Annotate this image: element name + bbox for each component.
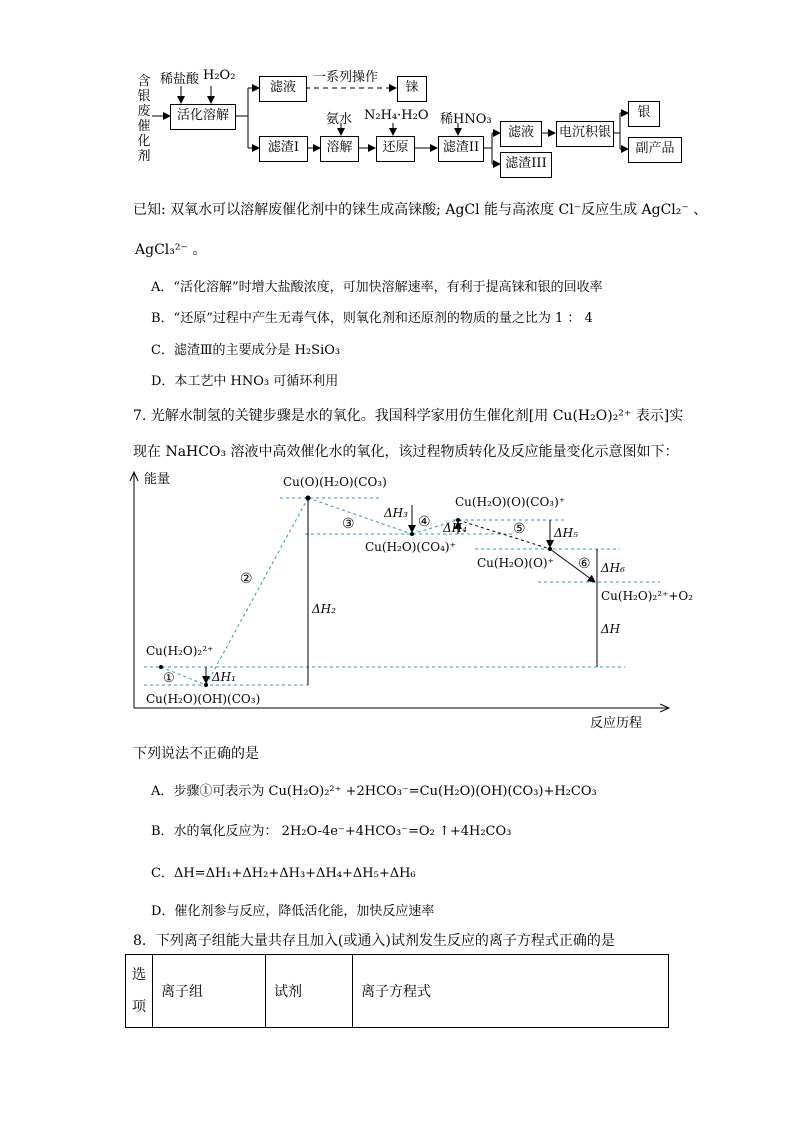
table-header-reagent: 试剂 bbox=[266, 955, 353, 1028]
box-residue-1: 滤渣I bbox=[259, 136, 308, 162]
step-1: ① bbox=[163, 671, 175, 686]
reagent-h2o2: H₂O₂ bbox=[203, 68, 236, 83]
box-residue-2: 滤渣II bbox=[438, 136, 484, 162]
box-residue-3: 滤渣III bbox=[500, 152, 552, 178]
species-s6: Cu(H₂O)₂²⁺+O₂ bbox=[601, 589, 694, 603]
q6-option-a: A．“活化溶解”时增大盐酸浓度，可加快溶解速率，有利于提高铼和银的回收率 bbox=[151, 280, 603, 295]
q6-known-line-1: 已知: 双氧水可以溶解废催化剂中的铼生成高铼酸; AgCl 能与高浓度 Cl⁻反应生成 AgCl₂⁻ 、 bbox=[133, 202, 708, 218]
species-s5: Cu(H₂O)(O)⁺ bbox=[477, 556, 554, 570]
delta-h6: ΔH₆ bbox=[601, 561, 625, 575]
q6-known-line-2: AgCl₃²⁻ 。 bbox=[135, 242, 207, 258]
species-s3: Cu(H₂O)(CO₄)⁺ bbox=[365, 540, 456, 554]
q6-option-c: C．滤渣Ⅲ的主要成分是 H₂SiO₃ bbox=[151, 343, 341, 358]
delta-h5: ΔH₅ bbox=[554, 526, 578, 540]
q7-option-d: D．催化剂参与反应，降低活化能，加快反应速率 bbox=[151, 904, 435, 919]
species-s2: Cu(O)(H₂O)(CO₃) bbox=[283, 475, 387, 489]
box-byproduct: 副产品 bbox=[628, 137, 682, 163]
box-reduce: 还原 bbox=[376, 136, 415, 162]
q7-option-c: C．ΔH=ΔH₁+ΔH₂+ΔH₃+ΔH₄+ΔH₅+ΔH₆ bbox=[151, 866, 416, 881]
q7-stem-line-1: 7. 光解水制氢的关键步骤是水的氧化。我国科学家用仿生催化剂[用 Cu(H₂O)₂²⁺ 表示]实 bbox=[133, 408, 684, 424]
q6-option-d: D．本工艺中 HNO₃ 可循环利用 bbox=[151, 374, 339, 389]
step-3: ③ bbox=[342, 516, 355, 532]
reagent-ammonia: 氨水 bbox=[326, 112, 353, 127]
table-header-row bbox=[126, 955, 669, 1028]
q7-question: 下列说法不正确的是 bbox=[133, 746, 259, 762]
table-header-equation: 离子方程式 bbox=[353, 955, 669, 1028]
q8-stem: 8．下列离子组能大量共存且加入(或通入)试剂发生反应的离子方程式正确的是 bbox=[133, 933, 615, 949]
q7-option-a: A．步骤①可表示为 Cu(H₂O)₂²⁺ +2HCO₃⁻=Cu(H₂O)(OH)(CO₃)+H₂CO₃ bbox=[151, 784, 597, 799]
q7-stem-line-2: 现在 NaHCO₃ 溶液中高效催化水的氧化，该过程物质转化及反应能量变化示意图如下： bbox=[133, 444, 679, 460]
box-silver: 银 bbox=[628, 101, 660, 127]
step-4: ④ bbox=[418, 514, 431, 530]
reagent-hcl: 稀盐酸 bbox=[160, 72, 200, 87]
delta-h3: ΔH₃ bbox=[384, 506, 408, 520]
step-2: ② bbox=[240, 571, 253, 587]
q8-table bbox=[125, 954, 669, 1028]
box-activate-dissolve: 活化溶解 bbox=[170, 104, 236, 130]
series-operations-label: 一系列操作 bbox=[313, 70, 379, 85]
species-s4: Cu(H₂O)(O)(CO₃)⁺ bbox=[455, 495, 566, 509]
box-filtrate-2: 滤液 bbox=[500, 121, 542, 147]
flow-source-label: 含 银 废 催 化 剂 bbox=[137, 74, 151, 164]
reagent-hydrazine: N₂H₄·H₂O bbox=[364, 108, 429, 123]
box-electrodeposit: 电沉积银 bbox=[556, 121, 614, 147]
step-5: ⑤ bbox=[513, 521, 526, 537]
energy-diagram bbox=[120, 465, 700, 735]
delta-h1: ΔH₁ bbox=[212, 670, 236, 684]
table-header-ion-group: 离子组 bbox=[153, 955, 266, 1028]
reagent-hno3: 稀HNO₃ bbox=[440, 112, 492, 127]
y-axis-label: 能量 bbox=[144, 472, 171, 487]
x-axis-label: 反应历程 bbox=[590, 716, 643, 731]
step-6: ⑥ bbox=[578, 556, 591, 572]
delta-h2: ΔH₂ bbox=[312, 602, 336, 616]
q7-option-b: B．水的氧化反应为： 2H₂O-4e⁻+4HCO₃⁻=O₂ ↑+4H₂CO₃ bbox=[151, 824, 512, 839]
box-rhenium: 铼 bbox=[397, 76, 427, 102]
delta-h4: ΔH₄ bbox=[443, 521, 467, 535]
table-header-option: 选项 bbox=[126, 955, 153, 1028]
box-filtrate: 滤液 bbox=[259, 76, 307, 102]
species-s1: Cu(H₂O)(OH)(CO₃) bbox=[146, 692, 261, 706]
delta-h: ΔH bbox=[601, 622, 621, 636]
box-dissolve: 溶解 bbox=[320, 136, 359, 162]
q6-option-b: B．“还原”过程中产生无毒气体，则氧化剂和还原剂的物质的量之比为 1 ： 4 bbox=[151, 311, 593, 326]
species-s0: Cu(H₂O)₂²⁺ bbox=[146, 644, 214, 658]
